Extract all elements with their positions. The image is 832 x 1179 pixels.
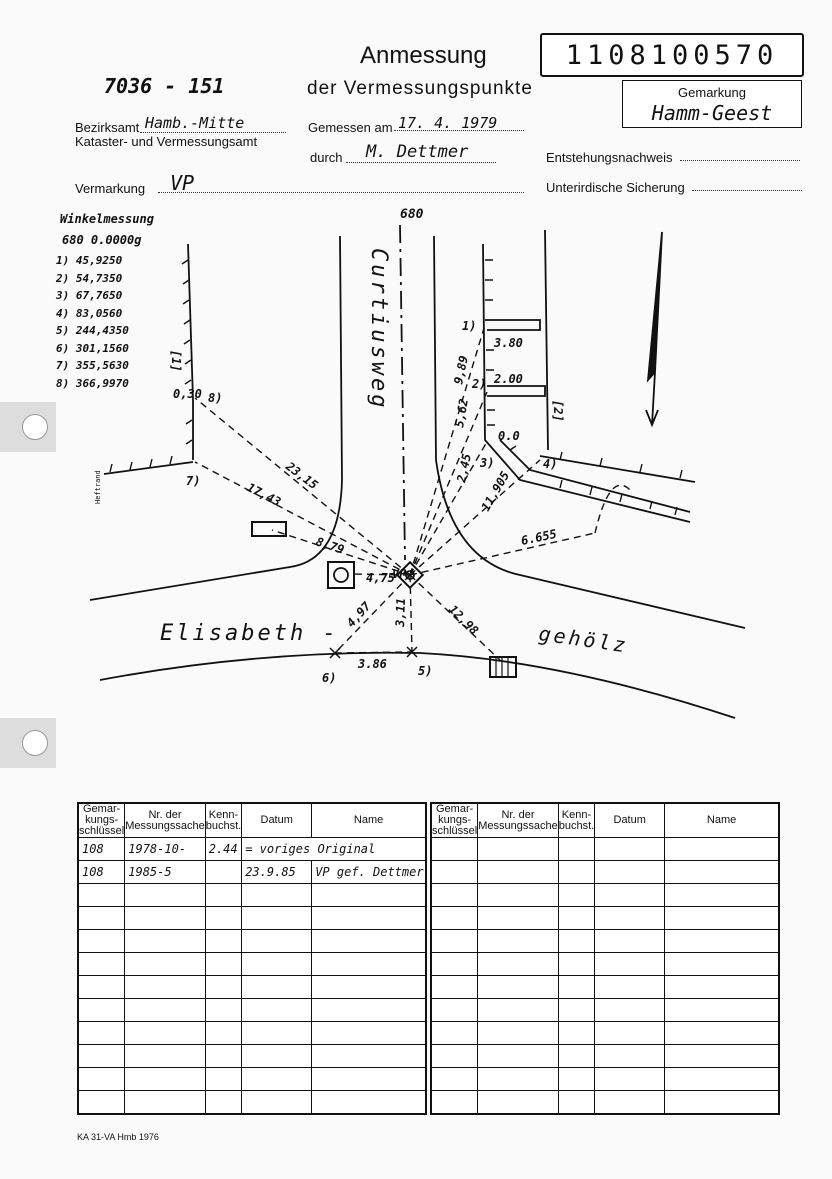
vermarkung-label: Vermarkung xyxy=(75,181,146,196)
curb-left xyxy=(90,236,342,600)
point-label: 8) xyxy=(208,391,223,405)
history-table-right xyxy=(430,802,780,1115)
table-row xyxy=(78,907,426,930)
table-row xyxy=(431,1068,779,1091)
unterirdisch-label: Unterirdische Sicherung xyxy=(546,180,685,195)
table-row xyxy=(78,999,426,1022)
page-subtitle: der Vermessungspunkte xyxy=(307,78,533,99)
col-header: Nr. der Messungssache xyxy=(125,803,205,838)
building-right-step xyxy=(487,386,545,396)
dist-label: 2,45 xyxy=(454,452,474,484)
table-row xyxy=(78,1091,426,1115)
object-circle xyxy=(334,568,348,582)
point-label: 5) xyxy=(418,664,433,678)
dist-label: 0.0 xyxy=(498,429,520,443)
gemessen-label: Gemessen am xyxy=(308,120,393,135)
table-row xyxy=(78,1045,426,1068)
point-label: 3) xyxy=(480,456,495,470)
table-row xyxy=(431,838,779,861)
table-row xyxy=(431,976,779,999)
table-cell: 1985-5 xyxy=(125,861,205,884)
table-cell: 2.44 xyxy=(205,838,241,861)
table-row xyxy=(431,884,779,907)
gemessen-value: 17. 4. 1979 xyxy=(398,114,498,132)
sheet-number: 7036 - 151 xyxy=(104,74,225,98)
table-row xyxy=(431,930,779,953)
gemarkung-label: Gemarkung xyxy=(678,85,746,100)
bezirksamt-value: Hamb.-Mitte xyxy=(145,114,245,132)
dist-label: 9,89 xyxy=(451,354,471,386)
table-row xyxy=(78,884,426,907)
building-wall-left xyxy=(188,244,193,460)
dist-label: 8,79 xyxy=(314,534,346,557)
vp-label: VP xyxy=(392,567,407,581)
table-row xyxy=(78,953,426,976)
bezirksamt-label: Bezirksamt xyxy=(75,120,140,135)
dist-label: 5,62 xyxy=(452,397,471,429)
table-row xyxy=(78,930,426,953)
durch-value: M. Dettmer xyxy=(366,142,469,162)
winkel-item: 8) 366,9970 xyxy=(56,376,129,390)
street-curtiusweg: Curtiusweg xyxy=(366,248,391,411)
dist-label: 3,11 xyxy=(393,597,409,628)
col-header: Name xyxy=(312,803,426,838)
north-arrow-icon xyxy=(648,232,662,380)
table-row xyxy=(431,861,779,884)
building-wall-bottom xyxy=(104,462,193,474)
object-rect xyxy=(252,522,286,536)
dist-label: 11,905 xyxy=(478,468,513,514)
winkel-item: 6) 301,1560 xyxy=(56,341,129,355)
gemarkung-value: Hamm-Geest xyxy=(651,101,773,125)
history-table-left xyxy=(77,802,427,1115)
table-row xyxy=(431,999,779,1022)
winkel-item: 1) 45,9250 xyxy=(56,254,123,267)
street-gehoelz: gehölz xyxy=(537,621,631,658)
table-row xyxy=(431,907,779,930)
building-right-wall xyxy=(545,230,548,450)
col-header: Gemar-kungs-schlüssel xyxy=(79,803,125,837)
col-header: Datum xyxy=(595,803,665,838)
table-row xyxy=(431,1022,779,1045)
centre-line xyxy=(400,225,405,560)
table-cell: 1978-10- xyxy=(125,838,205,861)
object-box xyxy=(328,562,354,588)
dist-label: 23,15 xyxy=(283,459,321,493)
dist-label: 12,98 xyxy=(445,602,482,638)
winkel-ref: 680 0.0000g xyxy=(62,233,142,247)
table-cell: 108 xyxy=(78,861,125,884)
heftrand-label: Heftrand xyxy=(94,470,102,504)
curb-right xyxy=(434,236,745,628)
entstehung-label: Entstehungsnachweis xyxy=(546,150,673,165)
dist-label: 6.655 xyxy=(519,526,558,548)
dist-label: 3.86 xyxy=(358,657,387,671)
table-row xyxy=(78,1022,426,1045)
table-row xyxy=(431,1091,779,1115)
table-row xyxy=(78,838,426,861)
col-header: Datum xyxy=(242,803,312,838)
bracket-label: [1] xyxy=(169,350,183,372)
table-row xyxy=(78,1068,426,1091)
dist-label: 0,30 xyxy=(173,387,202,401)
id-number: 1108100570 xyxy=(565,39,779,71)
durch-label: durch xyxy=(310,150,343,165)
table-row xyxy=(78,861,426,884)
dist-label: 2.00 xyxy=(494,372,523,386)
col-header: Kenn-buchst. xyxy=(558,803,594,838)
bracket-label: [2] xyxy=(551,400,565,422)
street-elisabeth: Elisabeth - xyxy=(160,621,339,646)
dist-label: 4,75 xyxy=(366,571,395,585)
winkel-item: 5) 244,4350 xyxy=(56,324,129,337)
kataster-label: Kataster- und Vermessungsamt xyxy=(75,134,258,149)
point-label: 2) xyxy=(472,377,487,391)
table-cell: = voriges Original xyxy=(242,838,426,861)
dist-label: 17,43 xyxy=(244,480,284,510)
col-header: Gemar-kungs-schlüssel xyxy=(432,803,478,837)
table-row xyxy=(431,953,779,976)
table-cell: 23.9.85 xyxy=(242,861,312,884)
curb-bottom xyxy=(100,653,735,718)
table-cell xyxy=(205,861,241,884)
table-cell: 108 xyxy=(78,838,125,861)
dist-label: 3.80 xyxy=(494,336,523,350)
winkel-title: Winkelmessung xyxy=(60,212,154,226)
ref-680: 680 xyxy=(400,207,424,222)
winkel-item: 7) 355,5630 xyxy=(56,359,129,372)
winkel-item: 4) 83,0560 xyxy=(56,306,123,320)
col-header: Kenn-buchst. xyxy=(205,803,241,838)
table-row xyxy=(431,1045,779,1068)
point-label: 7) xyxy=(186,474,201,488)
col-header: Name xyxy=(665,803,779,838)
winkel-item: 2) 54,7350 xyxy=(56,271,123,285)
col-header: Nr. der Messungssache xyxy=(478,803,558,838)
building-right-step xyxy=(485,320,540,330)
winkel-item: 3) 67,7650 xyxy=(56,289,123,302)
dist-label: 4,97 xyxy=(343,599,374,631)
point-label: 6) xyxy=(322,671,337,685)
point-label: 1) xyxy=(462,319,477,333)
vermarkung-value: VP xyxy=(170,171,195,195)
table-cell: VP gef. Dettmer xyxy=(312,861,426,884)
point-label: 4) xyxy=(543,457,558,471)
page-title: Anmessung xyxy=(360,42,487,69)
form-footer: KA 31-VA Hmb 1976 xyxy=(77,1132,159,1142)
table-row xyxy=(78,976,426,999)
